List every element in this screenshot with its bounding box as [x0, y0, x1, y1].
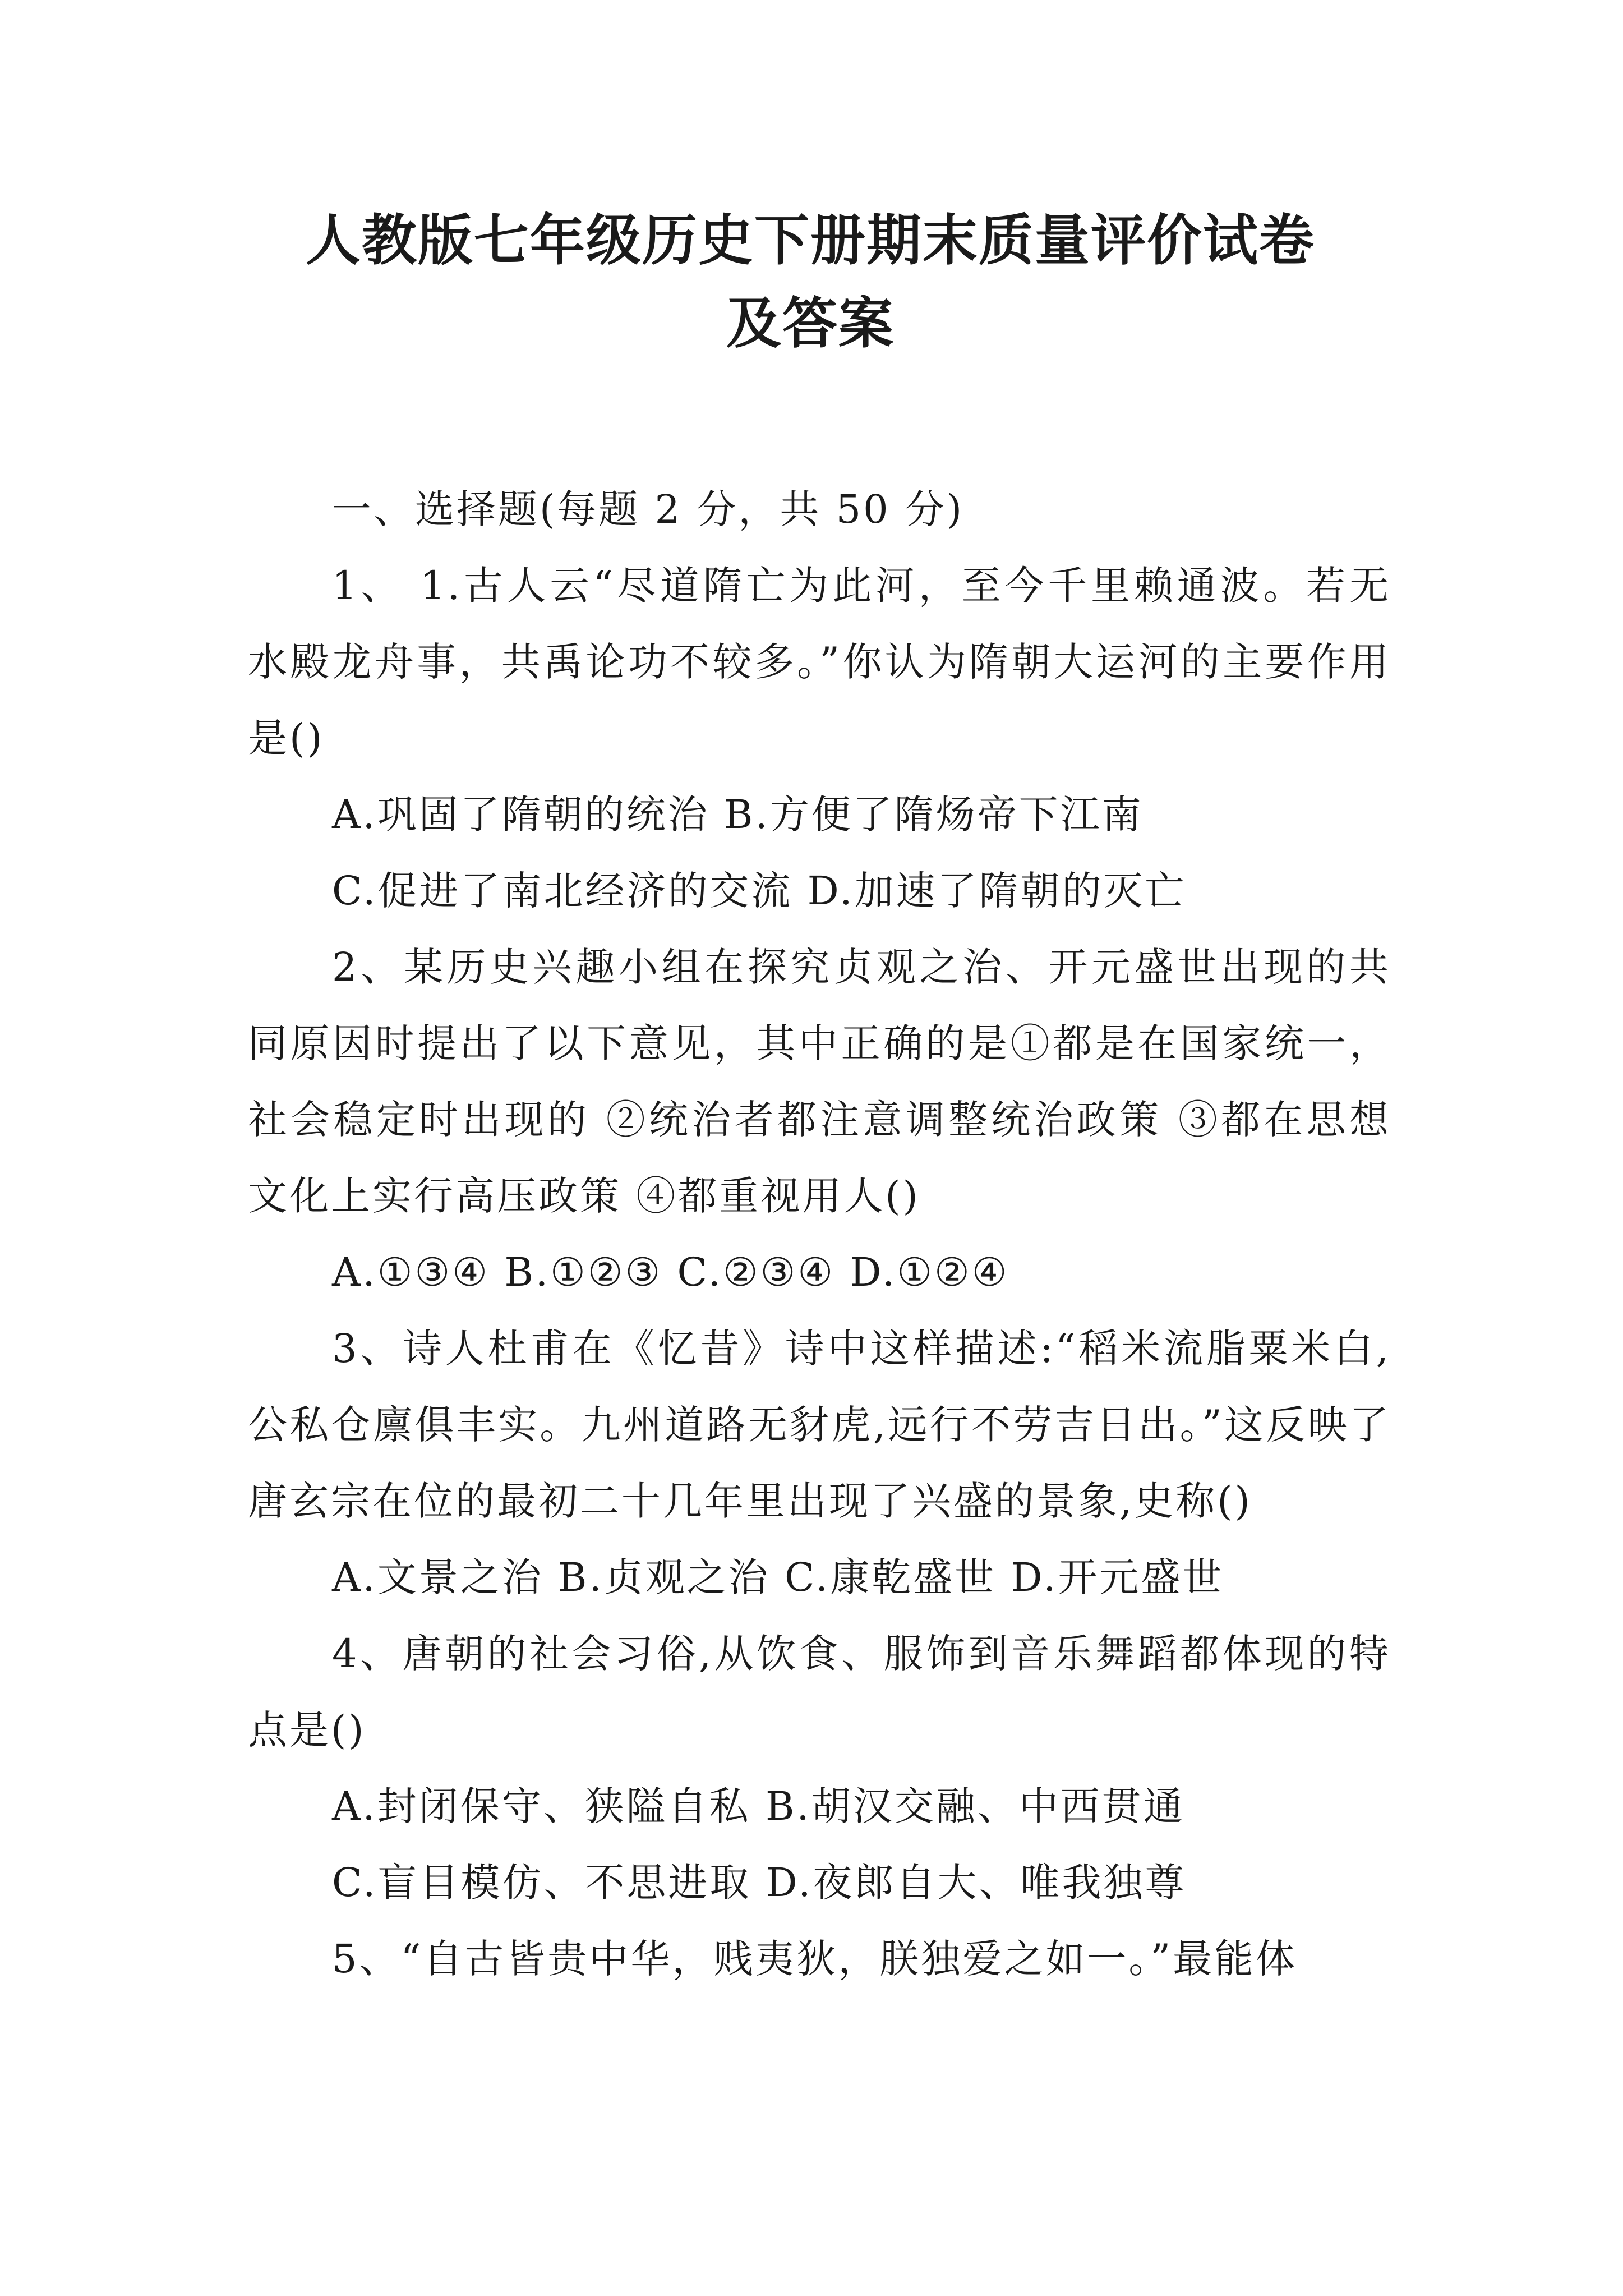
question-4-stem: 4、唐朝的社会习俗,从饮食、服饰到音乐舞蹈都体现的特点是(): [248, 1631, 1391, 1753]
title-line-2: 及答案: [726, 291, 895, 356]
question-3-option-line-1: A.文景之治 B.贞观之治 C.康乾盛世 D.开元盛世: [332, 1554, 1224, 1600]
question-1-stem: 1、 1.古人云“尽道隋亡为此河，至今千里赖通波。若无水殿龙舟事，共禹论功不较多。”你认为隋朝大运河的主要作用是(): [248, 563, 1391, 761]
title-line-1: 人教版七年级历史下册期末质量评价试卷: [305, 208, 1315, 273]
question-2-option-line-1: A.①③④ B.①②③ C.②③④ D.①②④: [332, 1249, 1009, 1295]
question-1-option-line-1: A.巩固了隋朝的统治 B.方便了隋炀帝下江南: [332, 792, 1144, 838]
document-title: [247, 199, 1374, 365]
question-5-stem: 5、“自古皆贵中华，贱夷狄，朕独爱之如一。”最能体: [332, 1936, 1298, 1982]
question-3-stem: 3、诗人杜甫在《忆昔》诗中这样描述:“稻米流脂粟米白,公私仓廪俱丰实。九州道路无豺虎,远行不劳吉日出。”这反映了唐玄宗在位的最初二十几年里出现了兴盛的景象,史称(): [248, 1326, 1391, 1524]
section-heading: 一、选择题(每题 2 分，共 50 分): [332, 486, 965, 532]
question-1-option-line-2: C.促进了南北经济的交流 D.加速了隋朝的灭亡: [332, 868, 1187, 914]
question-4-option-line-1: A.封闭保守、狭隘自私 B.胡汉交融、中西贯通: [332, 1783, 1185, 1829]
question-4-option-line-2: C.盲目模仿、不思进取 D.夜郎自大、唯我独尊: [332, 1860, 1187, 1906]
document-body: [248, 471, 1391, 1997]
question-2-stem: 2、某历史兴趣小组在探究贞观之治、开元盛世出现的共同原因时提出了以下意见，其中正确的是①都是在国家统一，社会稳定时出现的 ②统治者都注意调整统治政策 ③都在思想文化上实行高压政策 ④都重视用人(): [248, 944, 1391, 1219]
